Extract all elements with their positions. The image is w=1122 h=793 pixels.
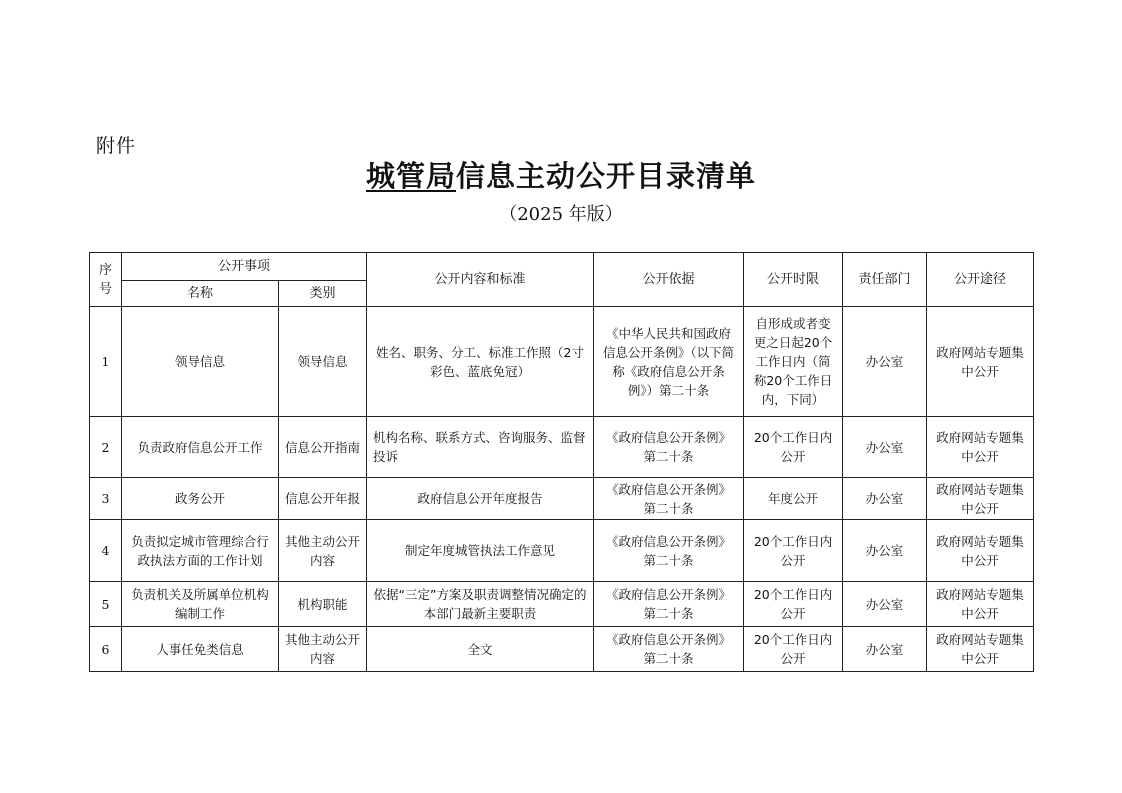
row-content: 政府信息公开年度报告: [367, 478, 594, 520]
row-seq: 4: [90, 520, 122, 582]
row-time-limit: 20个工作日内公开: [744, 417, 843, 478]
row-category: 其他主动公开内容: [279, 627, 367, 672]
header-department: 责任部门: [843, 253, 927, 307]
row-name: 负责拟定城市管理综合行政执法方面的工作计划: [122, 520, 279, 582]
row-name: 人事任免类信息: [122, 627, 279, 672]
row-time-limit: 20个工作日内公开: [744, 582, 843, 627]
header-time-limit: 公开时限: [744, 253, 843, 307]
header-channel: 公开途径: [927, 253, 1034, 307]
row-seq: 5: [90, 582, 122, 627]
table-row: [90, 582, 1034, 627]
row-department: 办公室: [843, 307, 927, 417]
row-basis: 《中华人民共和国政府信息公开条例》（以下简称《政府信息公开条例》）第二十条: [594, 307, 744, 417]
table-row: [90, 627, 1034, 672]
row-basis: 《政府信息公开条例》第二十条: [594, 478, 744, 520]
row-channel: 政府网站专题集中公开: [927, 582, 1034, 627]
row-time-limit: 年度公开: [744, 478, 843, 520]
row-seq: 3: [90, 478, 122, 520]
row-content: 依据“三定”方案及职责调整情况确定的本部门最新主要职责: [367, 582, 594, 627]
row-department: 办公室: [843, 520, 927, 582]
row-content: 全文: [367, 627, 594, 672]
table-row: [90, 520, 1034, 582]
row-category: 信息公开指南: [279, 417, 367, 478]
row-category: 其他主动公开内容: [279, 520, 367, 582]
row-time-limit: 自形成或者变更之日起20个工作日内（简称20个工作日内，下同）: [744, 307, 843, 417]
header-basis: 公开依据: [594, 253, 744, 307]
row-basis: 《政府信息公开条例》第二十条: [594, 582, 744, 627]
row-basis: 《政府信息公开条例》第二十条: [594, 520, 744, 582]
document-title: [0, 154, 1122, 195]
row-time-limit: 20个工作日内公开: [744, 627, 843, 672]
row-channel: 政府网站专题集中公开: [927, 307, 1034, 417]
row-basis: 《政府信息公开条例》第二十条: [594, 627, 744, 672]
row-name: 负责机关及所属单位机构编制工作: [122, 582, 279, 627]
row-category: 机构职能: [279, 582, 367, 627]
row-content: 机构名称、联系方式、咨询服务、监督投诉: [367, 417, 594, 478]
attachment-label: 附件: [96, 135, 137, 157]
row-department: 办公室: [843, 627, 927, 672]
row-channel: 政府网站专题集中公开: [927, 478, 1034, 520]
row-category: 领导信息: [279, 307, 367, 417]
title-underlined-part: 城管局: [365, 159, 456, 193]
title-rest: 信息主动公开目录清单: [456, 159, 757, 193]
row-name: 政务公开: [122, 478, 279, 520]
row-time-limit: 20个工作日内公开: [744, 520, 843, 582]
row-name: 负责政府信息公开工作: [122, 417, 279, 478]
row-content: 制定年度城管执法工作意见: [367, 520, 594, 582]
row-channel: 政府网站专题集中公开: [927, 520, 1034, 582]
row-channel: 政府网站专题集中公开: [927, 627, 1034, 672]
row-name: 领导信息: [122, 307, 279, 417]
header-seq: 序号: [90, 253, 122, 307]
row-department: 办公室: [843, 417, 927, 478]
document-subtitle: （2025 年版）: [499, 204, 623, 225]
row-department: 办公室: [843, 582, 927, 627]
row-department: 办公室: [843, 478, 927, 520]
disclosure-catalog-table: [89, 252, 1034, 672]
row-basis: 《政府信息公开条例》第二十条: [594, 417, 744, 478]
header-name: 名称: [122, 281, 279, 307]
header-category: 类别: [279, 281, 367, 307]
header-content: 公开内容和标准: [367, 253, 594, 307]
table-row: [90, 307, 1034, 417]
header-item-group: 公开事项: [122, 253, 367, 281]
row-channel: 政府网站专题集中公开: [927, 417, 1034, 478]
row-category: 信息公开年报: [279, 478, 367, 520]
row-seq: 2: [90, 417, 122, 478]
row-seq: 1: [90, 307, 122, 417]
table-row: [90, 417, 1034, 478]
row-seq: 6: [90, 627, 122, 672]
table-row: [90, 478, 1034, 520]
row-content: 姓名、职务、分工、标准工作照（2寸彩色、蓝底免冠）: [367, 307, 594, 417]
